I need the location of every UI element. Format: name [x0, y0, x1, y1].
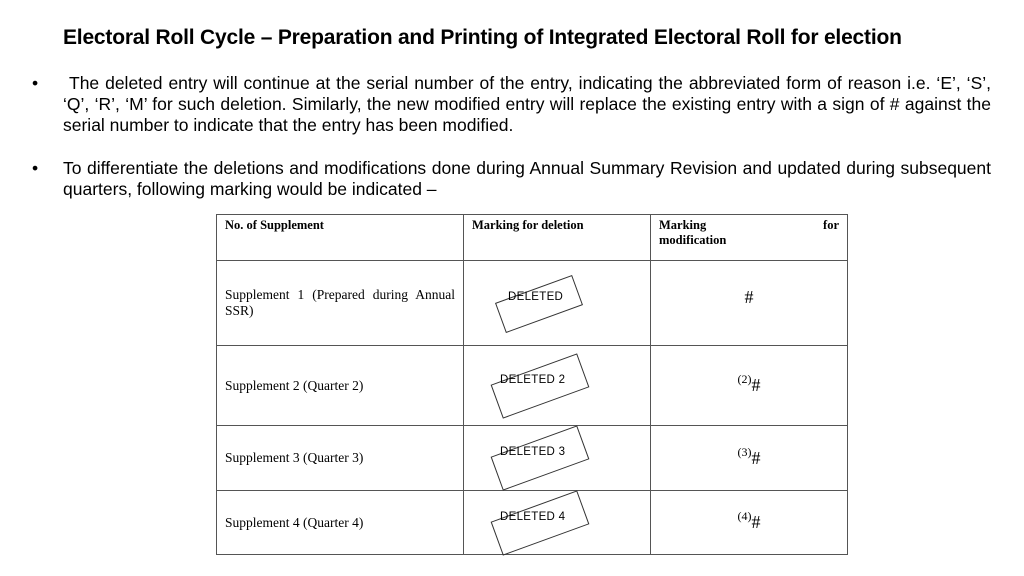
bullet-text-marking-intro: To differentiate the deletions and modifications done during Annual Summary Revision and updated during subsequent quarters, following marking would be indicated – [63, 158, 991, 199]
deletion-cell [464, 491, 651, 555]
stamp-border [495, 275, 583, 333]
header-deletion: Marking for deletion [464, 215, 651, 261]
stamp-label: DELETED [508, 291, 564, 303]
hash-icon: # [751, 375, 761, 395]
table-row [217, 491, 848, 555]
supplement-cell: Supplement 3 (Quarter 3) [217, 426, 464, 491]
table-row [217, 261, 848, 346]
header-modification-word2: for [823, 218, 839, 232]
header-modification-word3: modification [659, 233, 727, 247]
modification-number: (2) [737, 372, 752, 386]
deletion-cell [464, 426, 651, 491]
header-modification-word1: Marking [659, 218, 707, 232]
table-header-row [217, 215, 848, 261]
deletion-cell [464, 261, 651, 346]
bullet-marker: • [32, 73, 39, 93]
stamp-border [491, 353, 590, 418]
supplement-cell: Supplement 4 (Quarter 4) [217, 491, 464, 555]
hash-icon: # [744, 287, 754, 307]
modification-cell [651, 491, 848, 555]
modification-cell [651, 346, 848, 426]
stamp-label: DELETED 2 [500, 373, 566, 386]
table-row [217, 426, 848, 491]
table-row [217, 346, 848, 426]
header-modification [651, 215, 848, 261]
deleted-stamp [472, 428, 642, 488]
deleted-stamp [472, 356, 642, 416]
deleted-stamp [472, 273, 642, 333]
bullet-text-deleted-entry: The deleted entry will continue at the serial number of the entry, indicating the abbreviated form of reason i.e. ‘E’, ‘S’, ‘Q’, ‘R’, ‘M’ for such deletion. Similarly, the new modified entry will replace the existing entry with a sign of # against the serial number to indicate that the entry has been modified. [63, 73, 991, 135]
stamp-border [491, 490, 590, 555]
deletion-cell [464, 346, 651, 426]
hash-icon: # [751, 512, 761, 532]
stamp-border [491, 425, 590, 490]
hash-icon: # [751, 447, 761, 468]
bullet-marker: • [32, 158, 39, 178]
page-title: Electoral Roll Cycle – Preparation and Printing of Integrated Electoral Roll for election [63, 26, 902, 49]
deleted-stamp [472, 493, 642, 553]
header-supplement: No. of Supplement [217, 215, 464, 261]
modification-number: (3) [737, 444, 752, 459]
modification-number: (4) [737, 509, 752, 523]
stamp-label: DELETED 3 [500, 446, 566, 458]
modification-cell [651, 261, 848, 346]
supplement-cell: Supplement 2 (Quarter 2) [217, 346, 464, 426]
modification-cell [651, 426, 848, 491]
stamp-label: DELETED 4 [500, 510, 566, 523]
supplement-marking-table [216, 214, 848, 555]
supplement-cell: Supplement 1 (Prepared during Annual SSR) [217, 261, 464, 346]
